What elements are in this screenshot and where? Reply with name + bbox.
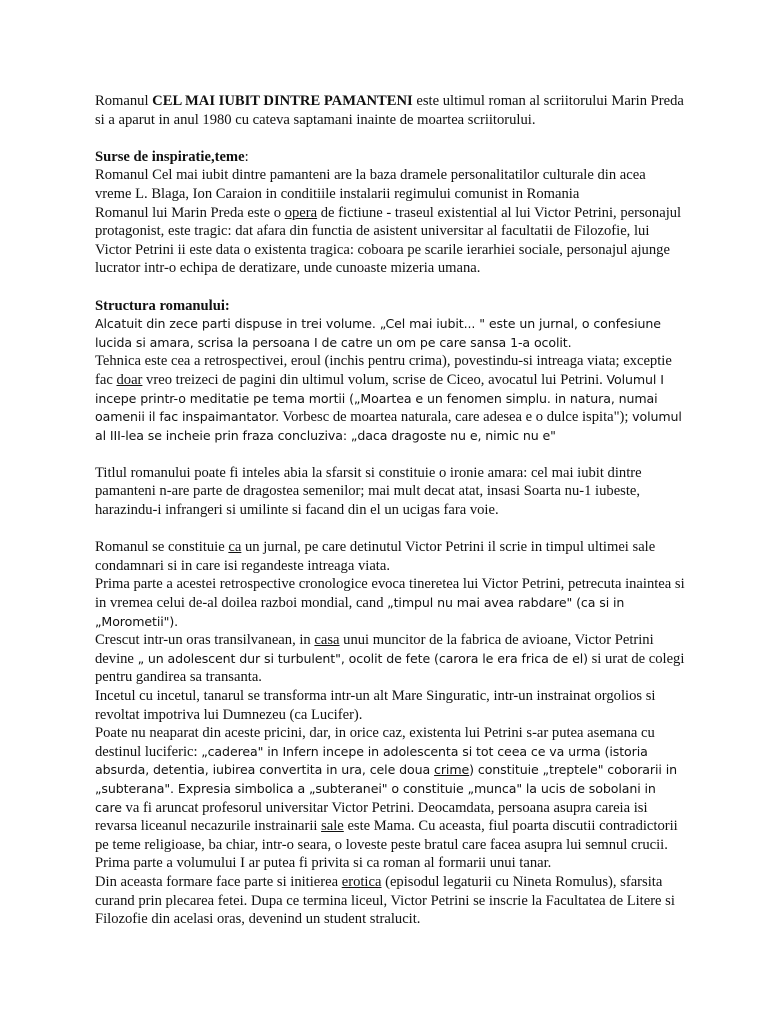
jurnal-text-7b: (episodul legaturii cu Nineta Romulus), sfarsita curand prin plecarea fetei. Dupa ce termina liceul, Victor Petrini se inscrie la Facultatea de Litere si Filozofie din acelasi oras, devenind un student stralucit. [95, 873, 675, 928]
surse-text-continued: de fictiune - traseul existential al lui Victor Petrini, personajul protagonist, este tragic: dat afara din functia de asistent universitar al facultatii de Filozofie, lui Victor Petrini ii este data o existenta tragica: coboara pe scarile ierarhiei sociale, personajul ajunge lucrator intr-o echipa de deratizare, unde cunoaste mizeria umana. [95, 204, 682, 277]
jurnal-paragraph-7 [95, 873, 685, 929]
surse-heading-colon: : [244, 148, 249, 165]
jurnal-paragraph-5 [95, 724, 685, 854]
jurnal-text-2: Prima parte a acestei retrospective cronologice evoca tineretea lui Victor Petrini, petrecuta inaintea si in vremea celui de-al doilea razboi mondial, cand [95, 576, 685, 612]
jurnal-text-3b: unui muncitor de la fabrica de avioane, Victor Petrini devine [95, 632, 654, 667]
surse-text: Romanul lui Marin Preda este o [95, 204, 285, 221]
document-body [95, 92, 685, 929]
jurnal-text-5: Poate nu neaparat din aceste pricini, dar, in orice caz, existenta lui Petrini s-ar putea asemana cu destinul luciferic: [95, 725, 655, 760]
titlu-paragraph: Titlul romanului poate fi inteles abia la sfarsit si constituie o ironie amara: cel mai iubit dintre pamanteni n-are parte de dragostea semenilor; mai mult decat atat, insasi Soarta nu-1 iubeste, harazindu-i infrangeri si umilinte si facand din el un ucigas fara voie. [95, 464, 642, 519]
jurnal-paragraph-1 [95, 538, 685, 575]
surse-heading-text: Surse de inspiratie,teme [95, 148, 245, 165]
jurnal-paragraph-6: Prima parte a volumului I ar putea fi privita si ca roman al formarii unui tanar. [95, 855, 552, 872]
structura-paragraph-1: Alcatuit din zece parti dispuse in trei volume. „Cel mai iubit... " este un jurnal, o confesiune lucida si amara, scrisa la persoana I de catre un om pe care sansa 1-a ocolit. [95, 316, 661, 350]
structura-text: Tehnica este cea a retrospectivei, eroul (inchis pentru crima), povestindu-si intreaga viata; exceptie fac [95, 353, 672, 388]
jurnal-text: Romanul se constituie [95, 539, 229, 556]
jurnal-paragraph-2 [95, 575, 685, 631]
intro-paragraph [95, 92, 685, 129]
quote-subterana: ) constituie „treptele" coborarii in „subterana". Expresia simbolica a „subteranei" o constituie „munca" la ucis de sobolani in care [95, 762, 677, 815]
jurnal-text-5d: va fi aruncat profesorul universitar Victor Petrini. Deocamdata, persoana asupra careia isi revarsa liceanul necazurile instrainarii [95, 799, 648, 835]
structura-text-3: Vorbesc de moartea naturala, care adesea e o dulce ispita"); [279, 409, 633, 426]
link-doar[interactable]: doar [116, 371, 143, 388]
quote-timpul: „timpul nu mai avea rabdare" (ca si in „Morometii"). [95, 595, 625, 629]
quote-dragoste: volumul al III-lea se incheie prin fraza concluziva: „daca dragoste nu e, nimic nu e" [95, 409, 682, 443]
surse-paragraph-1: Romanul Cel mai iubit dintre pamanteni are la baza dramele personalitatilor culturale din acea vreme L. Blaga, Ion Caraion in conditiile instalarii regimului comunist in Romania [95, 167, 646, 202]
jurnal-text-3d: si urat de colegi pentru gandirea sa transanta. [95, 650, 685, 686]
jurnal-text-3: Crescut intr-un oras transilvanean, in [95, 632, 315, 649]
surse-paragraph-2 [95, 204, 685, 278]
link-sale[interactable]: sale [321, 818, 344, 835]
quote-moartea: Volumul I incepe printr-o meditatie pe tema mortii („Moartea e un fenomen simplu. in natura, numai oamenii il fac inspaimantator. [95, 371, 664, 425]
quote-caderea: „caderea" in Infern incepe in adolescenta si tot ceea ce va urma (istoria absurda, detentia, iubirea convertita in ura, cele doua [95, 743, 648, 778]
quote-adolescent: „ un adolescent dur si turbulent", ocolit de fete (carora le era frica de el) [137, 650, 588, 666]
jurnal-paragraph-4: Incetul cu incetul, tanarul se transforma intr-un alt Mare Singuratic, intr-un instrainat orgolios si revoltat impotriva lui Dumnezeu (ca Lucifer). [95, 688, 656, 723]
structura-paragraph-2 [95, 352, 685, 445]
link-ca[interactable]: ca [228, 539, 242, 556]
link-erotica[interactable]: erotica [341, 873, 382, 890]
structura-text-2: vreo treizeci de pagini din ultimul volum, scrise de Ciceo, avocatul lui Petrini. [142, 371, 607, 388]
link-crime[interactable]: crime [434, 762, 470, 778]
jurnal-text-7: Din aceasta formare face parte si initierea [95, 873, 342, 890]
novel-title: CEL MAI IUBIT DINTRE PAMANTENI [152, 93, 413, 109]
jurnal-text-continued: un jurnal, pe care detinutul Victor Petrini il scrie in timpul ultimei sale condamnari si in care isi regandeste intreaga viata. [95, 539, 656, 574]
intro-text-continued: este ultimul roman al scriitorului Marin Preda si a aparut in anul 1980 cu cateva saptamani inainte de moartea scriitorului. [95, 93, 684, 128]
section-heading-surse [95, 148, 685, 167]
jurnal-text-5e: este Mama. Cu aceasta, fiul poarta discutii contradictorii pe teme religioase, ba chiar, intr-o seara, o loveste peste bratul care facea asupra lui semnul crucii. [95, 818, 678, 853]
section-heading-structura: Structura romanului: [95, 297, 230, 314]
intro-text: Romanul [95, 93, 153, 109]
jurnal-paragraph-3 [95, 631, 685, 687]
link-casa[interactable]: casa [314, 632, 340, 649]
link-opera[interactable]: opera [284, 204, 318, 221]
